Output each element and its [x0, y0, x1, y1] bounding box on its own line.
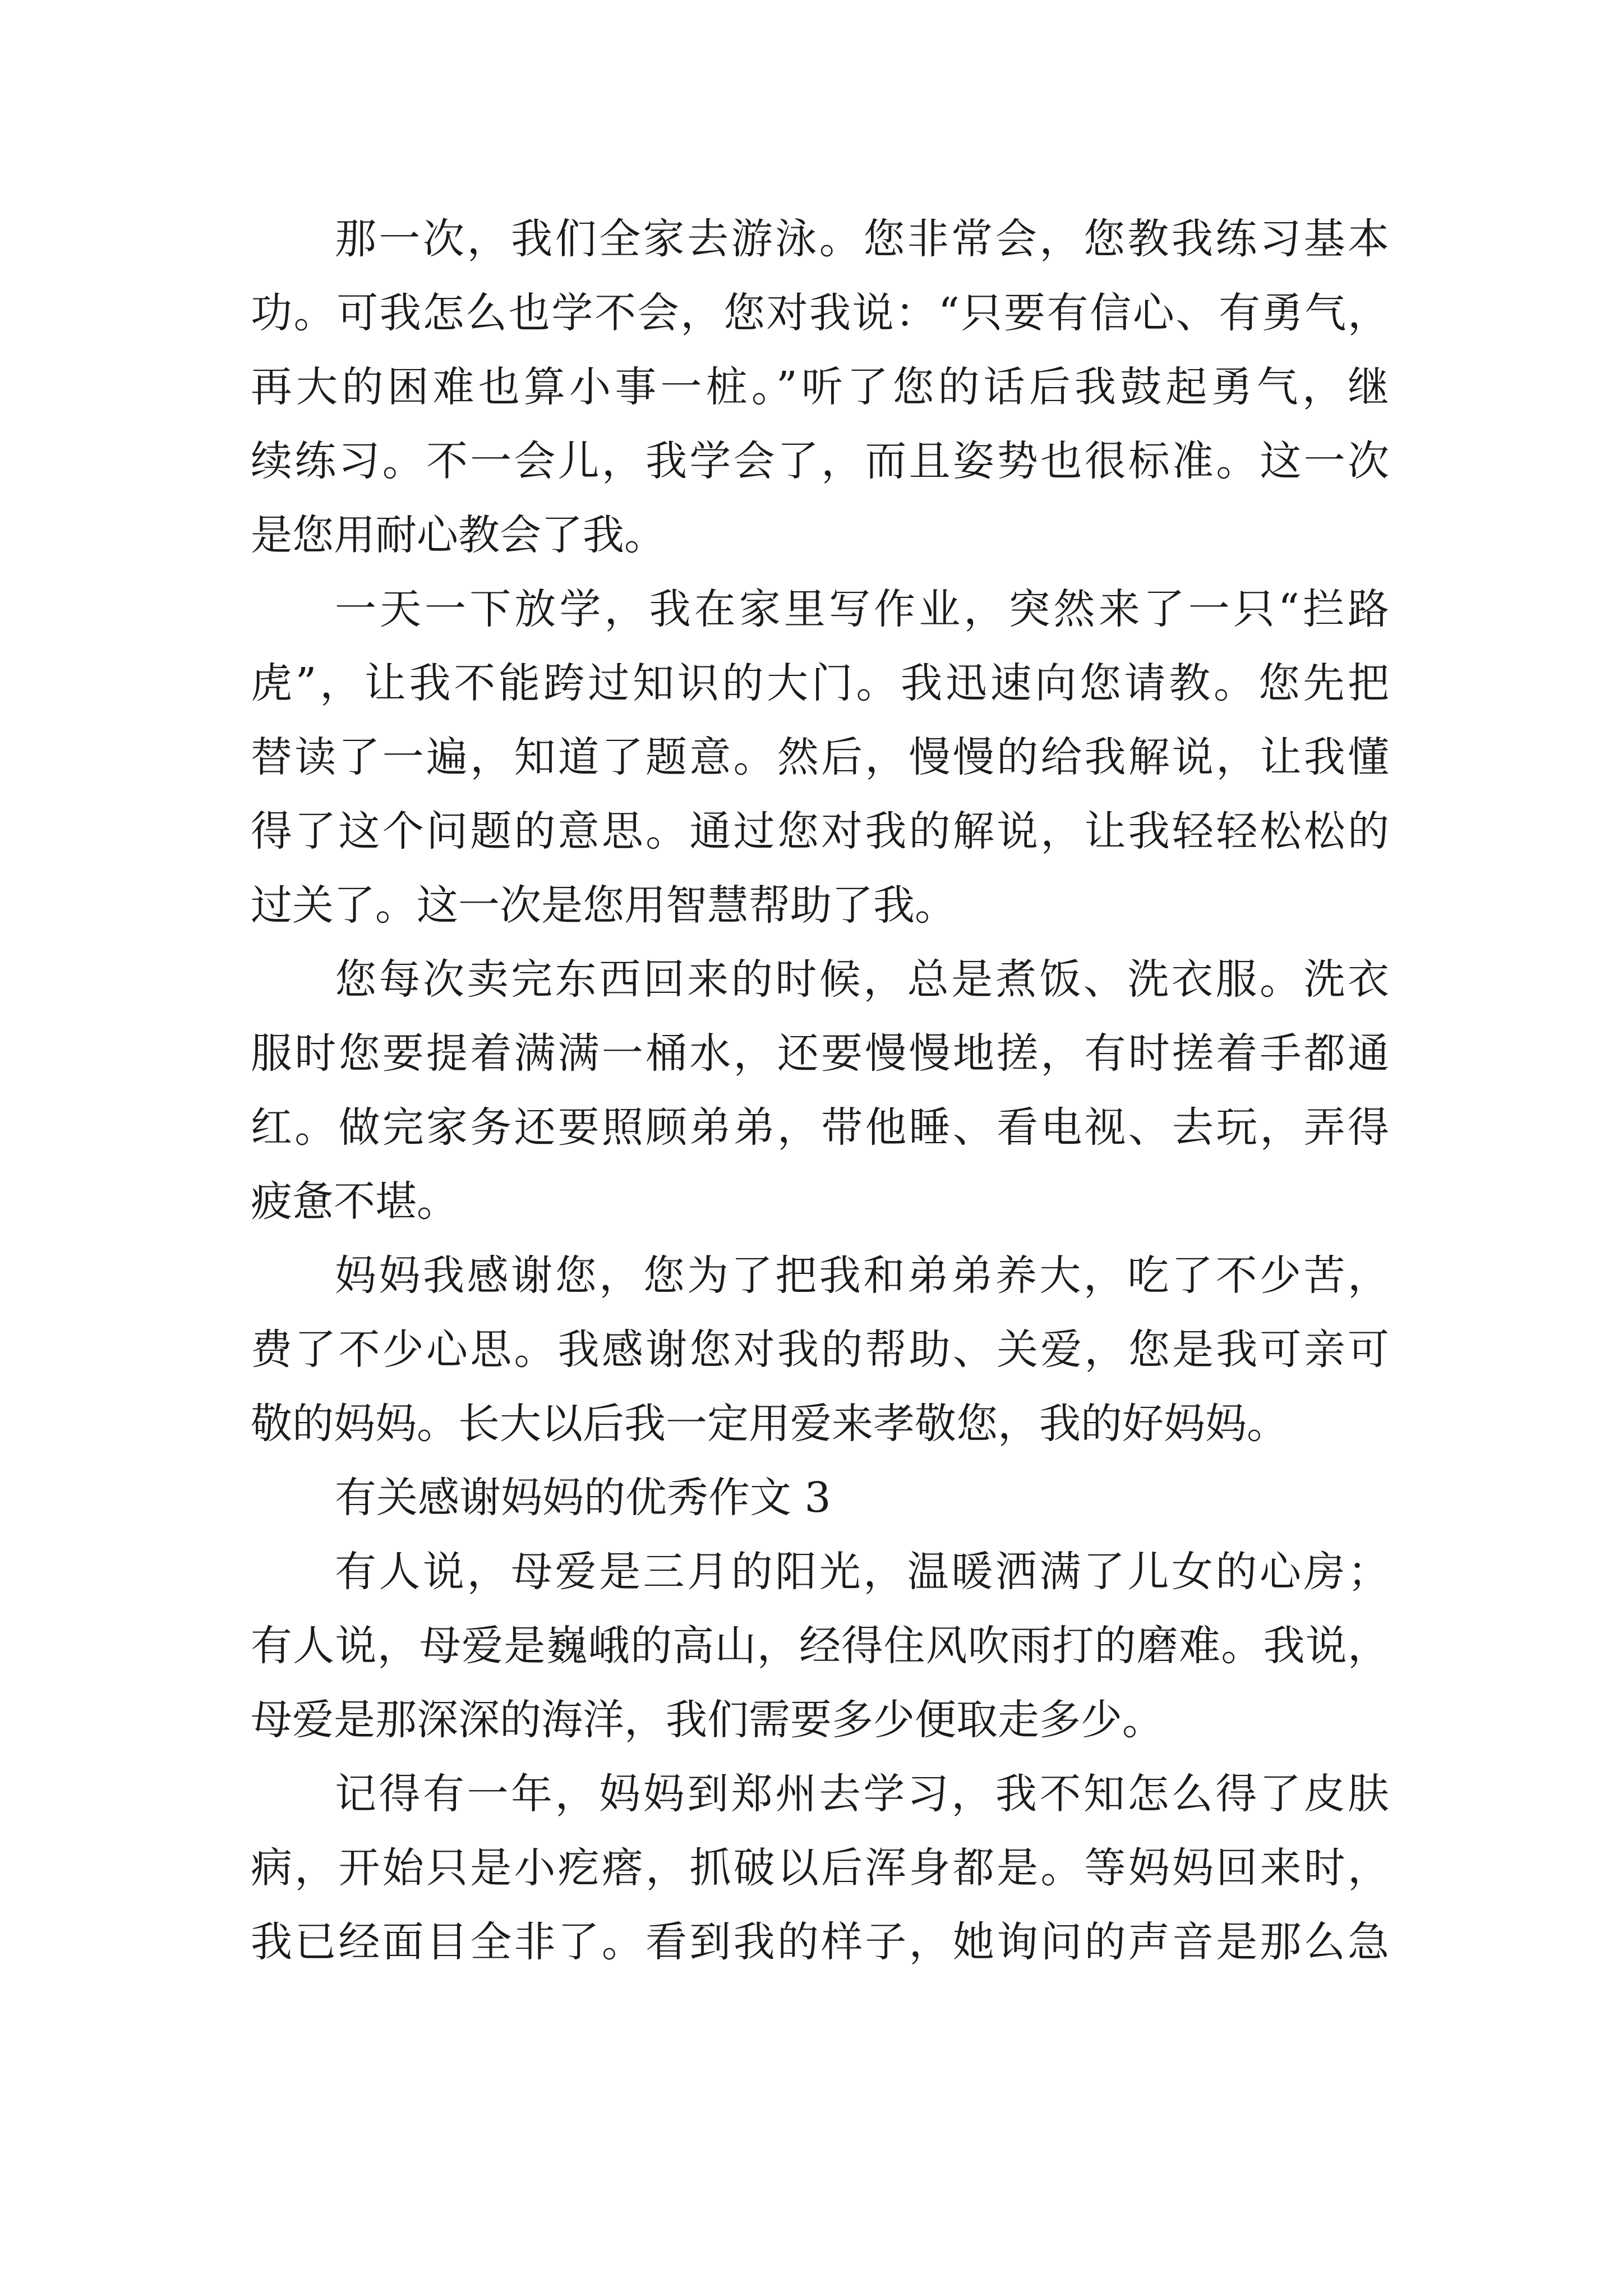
paragraph-line: 过关了。这一次是您用智慧帮助了我。 — [251, 881, 956, 930]
paragraph-line: 一天一下放学，我在家里写作业，突然来了一只“拦路 — [335, 585, 1389, 633]
paragraph-line: 费了不少心思。我感谢您对我的帮助、关爱，您是我可亲可 — [251, 1326, 1389, 1374]
paragraph-line: 疲惫不堪。 — [251, 1177, 458, 1226]
paragraph-line: 有人说，母爱是三月的阳光，温暖洒满了儿女的心房； — [335, 1548, 1389, 1596]
paragraph-line: 功。可我怎么也学不会，您对我说：“只要有信心、有勇气， — [251, 289, 1389, 337]
document-body — [251, 202, 1389, 1979]
paragraph-line: 服时您要提着满满一桶水，还要慢慢地搓，有时搓着手都通 — [251, 1029, 1389, 1078]
paragraph-line: 母爱是那深深的海洋，我们需要多少便取走多少。 — [251, 1696, 1164, 1744]
paragraph-line: 您每次卖完东西回来的时候，总是煮饭、洗衣服。洗衣 — [335, 955, 1389, 1004]
paragraph-line: 虎”，让我不能跨过知识的大门。我迅速向您请教。您先把 — [251, 659, 1389, 707]
paragraph-line: 敬的妈妈。长大以后我一定用爱来孝敬您，我的好妈妈。 — [251, 1400, 1288, 1448]
paragraph-line: 是您用耐心教会了我。 — [251, 511, 666, 559]
paragraph-line: 记得有一年，妈妈到郑州去学习，我不知怎么得了皮肤 — [335, 1770, 1389, 1818]
paragraph-line: 续练习。不一会儿，我学会了，而且姿势也很标准。这一次 — [251, 437, 1389, 485]
paragraph-line: 病，开始只是小疙瘩，抓破以后浑身都是。等妈妈回来时， — [251, 1844, 1389, 1892]
paragraph-line: 我已经面目全非了。看到我的样子，她询问的声音是那么急 — [251, 1918, 1389, 1966]
paragraph-line: 替读了一遍，知道了题意。然后，慢慢的给我解说，让我懂 — [251, 733, 1389, 781]
paragraph-line: 有人说，母爱是巍峨的高山，经得住风吹雨打的磨难。我说， — [251, 1622, 1389, 1670]
paragraph-line: 红。做完家务还要照顾弟弟，带他睡、看电视、去玩，弄得 — [251, 1103, 1389, 1152]
paragraph-line: 妈妈我感谢您，您为了把我和弟弟养大，吃了不少苦， — [335, 1251, 1389, 1300]
paragraph-line: 那一次，我们全家去游泳。您非常会，您教我练习基本 — [335, 215, 1389, 263]
paragraph-line: 得了这个问题的意思。通过您对我的解说，让我轻轻松松的 — [251, 807, 1389, 855]
essay-heading: 有关感谢妈妈的优秀作文 3 — [335, 1474, 831, 1522]
paragraph-line: 再大的困难也算小事一桩。”听了您的话后我鼓起勇气，继 — [251, 363, 1389, 411]
